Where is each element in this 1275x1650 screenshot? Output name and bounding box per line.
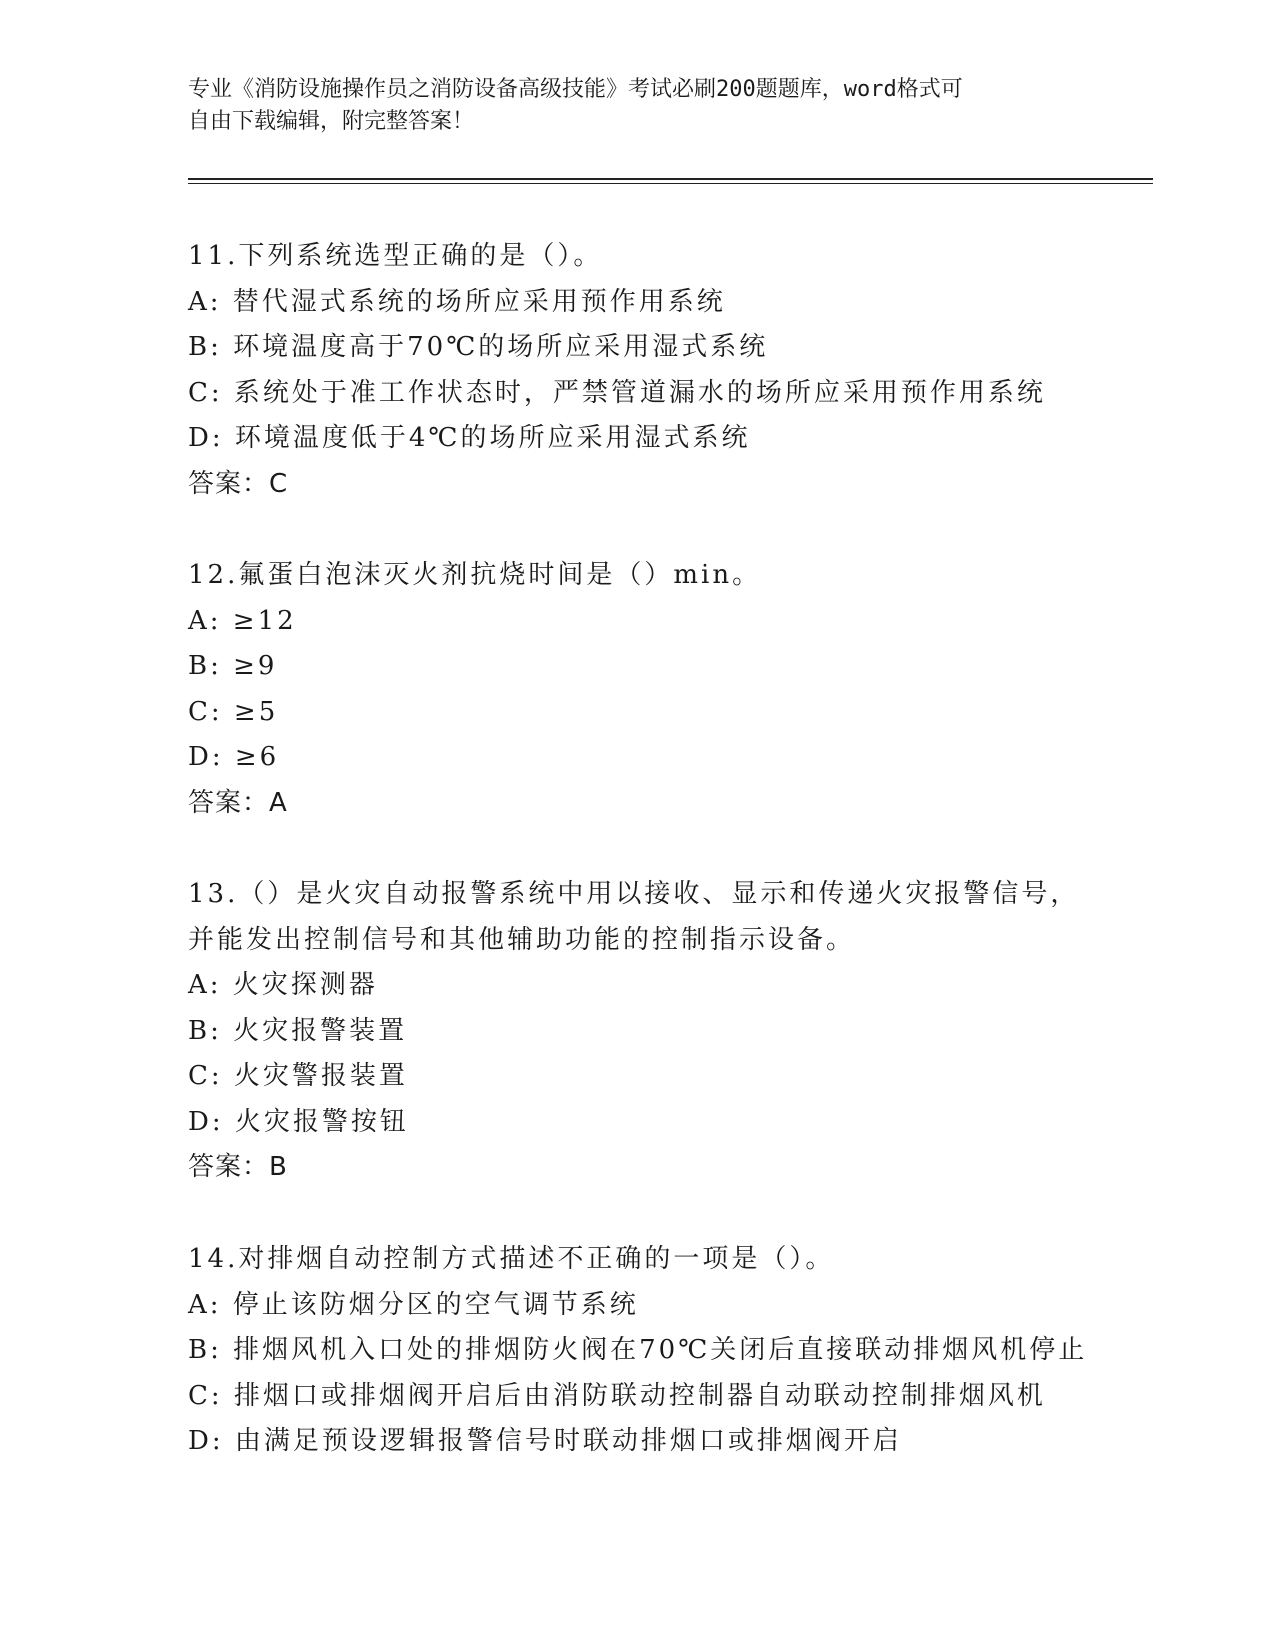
question-13 (188, 872, 1148, 1191)
option-b: B: 火灾报警装置 (188, 1015, 408, 1046)
option-a: A: 火灾探测器 (188, 970, 378, 1000)
question-stem: 12.氟蛋白泡沫灭火剂抗烧时间是（）min。 (188, 560, 762, 590)
document-header (188, 74, 1088, 138)
header-line-2: 自由下载编辑，附完整答案！ (188, 109, 475, 134)
question-stem: 14.对排烟自动控制方式描述不正确的一项是（）。 (188, 1244, 835, 1274)
header-divider-thin (188, 183, 1153, 184)
option-a: A: 替代湿式系统的场所应采用预作用系统 (188, 286, 726, 317)
option-c: C: ≥5 (188, 696, 279, 727)
option-d: D: 由满足预设逻辑报警信号时联动排烟口或排烟阀开启 (188, 1426, 902, 1456)
option-a: A: ≥12 (188, 605, 297, 636)
header-line-1: 专业《消防设施操作员之消防设备高级技能》考试必刷200题题库，word格式可 (188, 77, 963, 102)
option-b: B: ≥9 (188, 651, 278, 681)
question-11 (188, 234, 1148, 507)
header-divider-thick (188, 178, 1153, 180)
question-12 (188, 553, 1148, 826)
option-d: D: ≥6 (188, 742, 280, 772)
option-c: C: 系统处于准工作状态时，严禁管道漏水的场所应采用预作用系统 (188, 377, 1046, 408)
answer-text: 答案：A (188, 787, 288, 818)
answer-text: 答案：C (188, 468, 289, 499)
option-d: D: 火灾报警按钮 (188, 1106, 409, 1137)
option-b: B: 环境温度高于70℃的场所应采用湿式系统 (188, 332, 769, 362)
answer-text: 答案：B (188, 1152, 288, 1182)
option-b: B: 排烟风机入口处的排烟防火阀在70℃关闭后直接联动排烟风机停止 (188, 1335, 1088, 1365)
option-a: A: 停止该防烟分区的空气调节系统 (188, 1289, 639, 1320)
question-14 (188, 1237, 1148, 1465)
option-c: C: 火灾警报装置 (188, 1061, 408, 1091)
option-d: D: 环境温度低于4℃的场所应采用湿式系统 (188, 423, 751, 453)
question-stem-line-2: 并能发出控制信号和其他辅助功能的控制指示设备。 (188, 924, 856, 955)
question-stem-line-1: 13.（）是火灾自动报警系统中用以接收、显示和传递火灾报警信号， (188, 879, 1080, 909)
option-c: C: 排烟口或排烟阀开启后由消防联动控制器自动联动控制排烟风机 (188, 1380, 1046, 1411)
question-stem: 11.下列系统选型正确的是（）。 (188, 241, 603, 271)
